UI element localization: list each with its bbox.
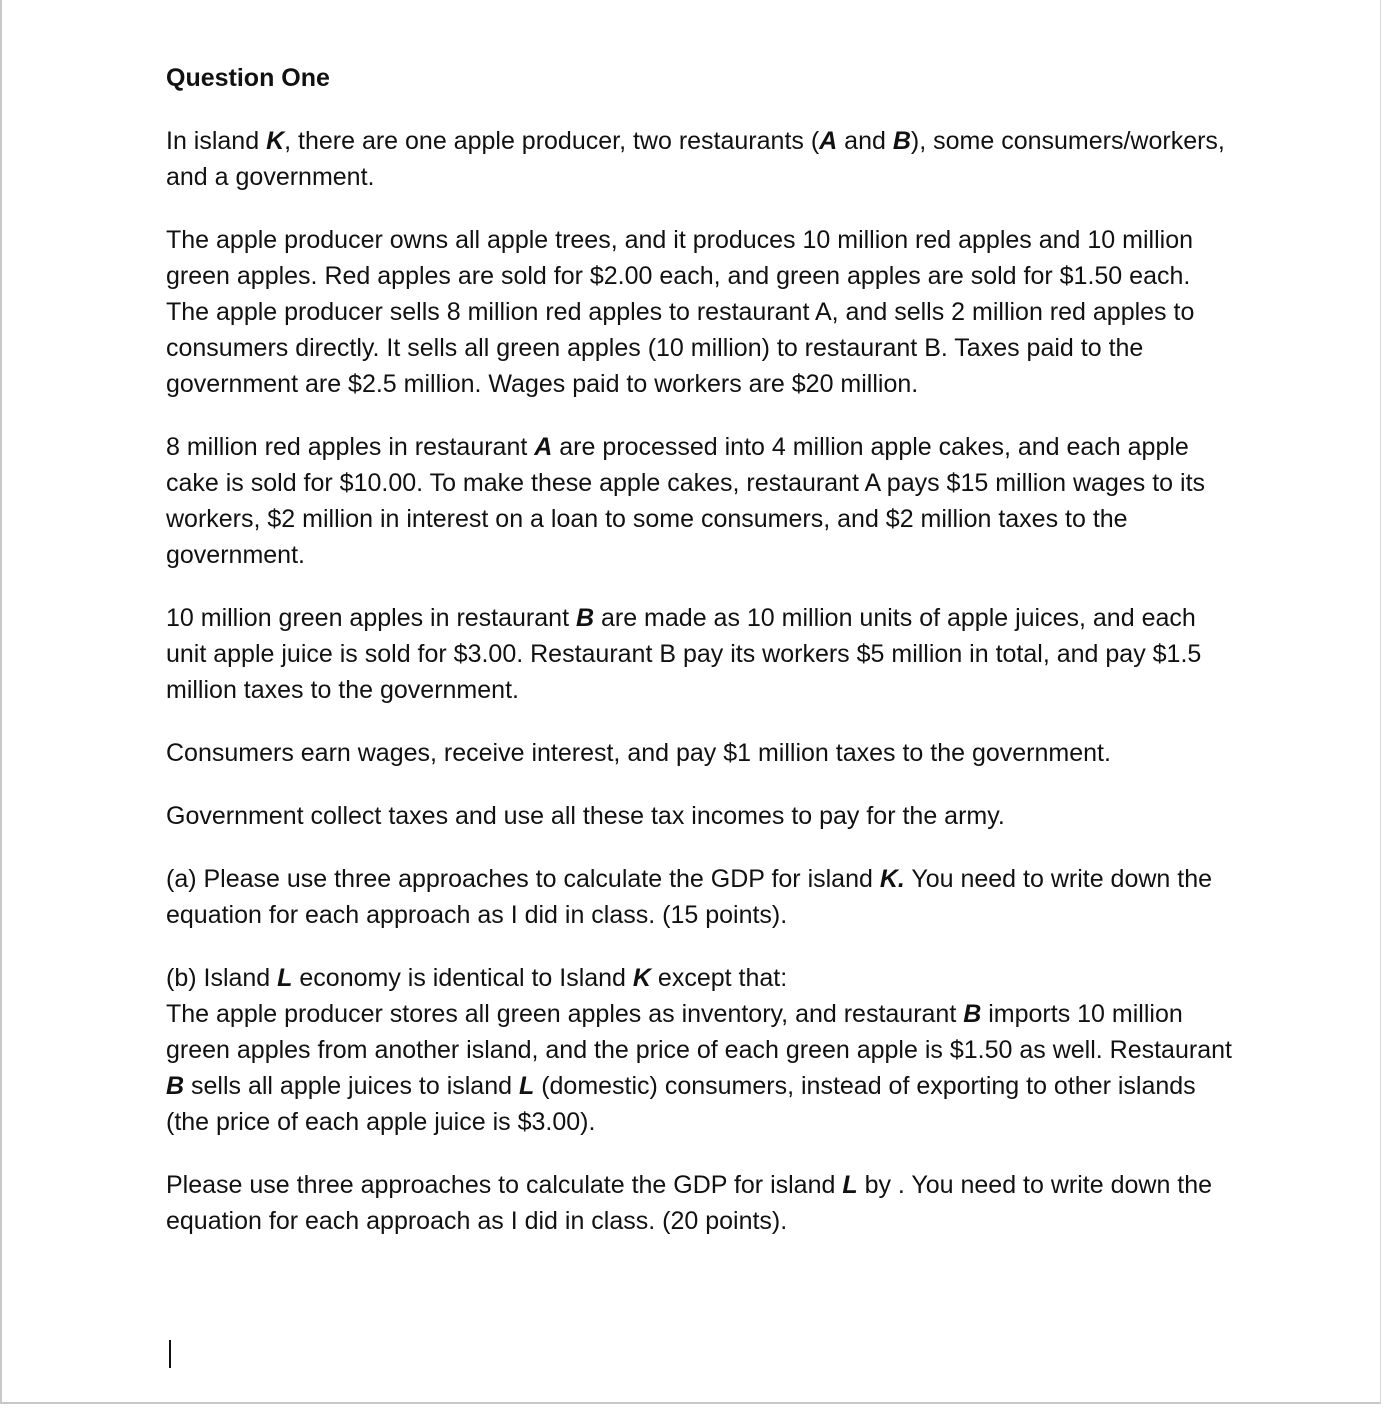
question-title: Question One [166, 64, 330, 92]
text-run: imports 10 million green apples from another island, and the price of each green apple is $1.50 as well. Restaurant [166, 1000, 1232, 1064]
text-cursor [169, 1340, 171, 1368]
paragraph-restaurant-a [166, 429, 1236, 573]
paragraph-restaurant-b [166, 600, 1236, 708]
document-body[interactable] [166, 60, 1236, 1266]
island-k-label: K [266, 127, 285, 155]
restaurant-b-label: B [892, 127, 911, 155]
text-run: , there are one apple producer, two restaurants ( [284, 127, 820, 155]
text-run: sells all apple juices to island [184, 1072, 519, 1100]
text-run: (domestic) consumers, instead of exporting to other islands (the price of each apple juice is $3.00). [166, 1072, 1196, 1136]
paragraph-consumers: Consumers earn wages, receive interest, and pay $1 million taxes to the government. [166, 739, 1111, 767]
restaurant-a-label: A [534, 433, 553, 461]
restaurant-a-label: A [819, 127, 838, 155]
paragraph-question-b-intro [166, 960, 1236, 996]
paragraph-government: Government collect taxes and use all these tax incomes to pay for the army. [166, 802, 1005, 830]
paragraph-apple-producer: The apple producer owns all apple trees, and it produces 10 million red apples and 10 million green apples. Red apples are sold for $2.00 each, and green apples are sold for $1.50 each. The apple producer sells 8 million red apples to restaurant A, and sells 2 million red apples to consumers directly. It sells all green apples (10 million) to restaurant B. Taxes paid to the government are $2.5 million. Wages paid to workers are $20 million. [166, 226, 1195, 398]
island-l-label: L [842, 1171, 858, 1199]
restaurant-b-label: B [166, 1072, 185, 1100]
island-k-label: K. [879, 865, 905, 893]
island-l-label: L [518, 1072, 535, 1100]
text-run: are processed into 4 million apple cakes, and each apple cake is sold for $10.00. To make these apple cakes, restaurant A pays $15 million wages to its workers, $2 million in interest on a loan to some consumers, and $2 million taxes to the government. [166, 433, 1206, 569]
text-run: The apple producer stores all green apples as inventory, and restaurant [166, 1000, 964, 1028]
text-run: and [837, 127, 893, 155]
restaurant-b-label: B [963, 1000, 982, 1028]
restaurant-b-label: B [575, 604, 595, 632]
text-run: In island [166, 127, 267, 155]
paragraph-question-a [166, 861, 1236, 933]
text-run: 8 million red apples in restaurant [166, 433, 535, 461]
text-run: (b) Island [166, 964, 278, 992]
text-run: except that: [650, 964, 788, 992]
text-run: by . You need to write down the equation for each approach as I did in class. (20 points). [166, 1171, 1213, 1235]
paragraph-question-b-task [166, 1167, 1236, 1239]
island-k-label: K [632, 964, 651, 992]
island-l-label: L [277, 964, 293, 992]
text-run: (a) Please use three approaches to calculate the GDP for island [166, 865, 880, 893]
text-run: 10 million green apples in restaurant [166, 604, 576, 632]
text-run: economy is identical to Island [292, 964, 633, 992]
paragraph-intro [166, 123, 1236, 195]
text-run: You need to write down the equation for each approach as I did in class. (15 points). [166, 865, 1213, 929]
text-run: are made as 10 million units of apple juices, and each unit apple juice is sold for $3.00. Restaurant B pay its workers $5 million in total, and pay $1.5 million taxes to the government. [166, 604, 1202, 704]
paragraph-question-b-details [166, 996, 1236, 1140]
text-run: Please use three approaches to calculate the GDP for island [166, 1171, 843, 1199]
text-run: ), some consumers/workers, and a government. [166, 127, 1225, 191]
